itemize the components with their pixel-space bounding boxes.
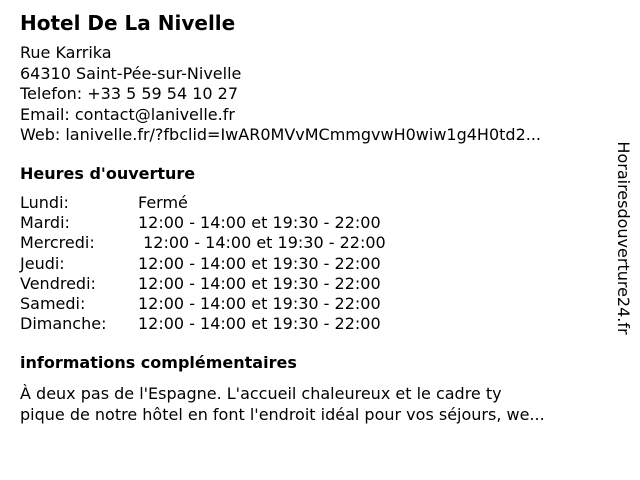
day-label: Samedi: <box>20 293 86 313</box>
hours-row-saturday <box>20 294 386 314</box>
website-url: Web: lanivelle.fr/?fbclid=IwAR0MVvMCmmgvwH0wiw1g4H0td2... <box>20 125 542 144</box>
city-address: 64310 Saint-Pée-sur-Nivelle <box>20 63 242 83</box>
day-label: Jeudi: <box>20 253 65 273</box>
day-label: Vendredi: <box>20 273 96 293</box>
hours-row-tuesday <box>20 213 386 233</box>
hours-row-thursday <box>20 254 386 274</box>
hours-row-friday <box>20 274 386 294</box>
description-line: À deux pas de l'Espagne. L'accueil chaleureux et le cadre ty <box>20 384 502 403</box>
phone-number: Telefon: +33 5 59 54 10 27 <box>20 84 239 103</box>
hotel-description <box>20 383 610 425</box>
opening-hours-heading: Heures d'ouverture <box>20 164 196 183</box>
hours-value: 12:00 - 14:00 et 19:30 - 22:00 <box>138 314 381 334</box>
day-label: Mardi: <box>20 213 70 233</box>
hours-row-wednesday <box>20 233 386 253</box>
opening-hours-table <box>20 193 386 334</box>
hours-row-sunday <box>20 314 386 334</box>
hours-value: Fermé <box>138 193 188 212</box>
hours-row-monday <box>20 193 386 213</box>
description-line: pique de notre hôtel en font l'endroit idéal pour vos séjours, we... <box>20 405 545 424</box>
hours-value: 12:00 - 14:00 et 19:30 - 22:00 <box>138 253 381 273</box>
hours-value: 12:00 - 14:00 et 19:30 - 22:00 <box>138 273 381 293</box>
additional-info-heading: informations complémentaires <box>20 353 297 372</box>
street-address: Rue Karrika <box>20 43 112 62</box>
contact-block <box>20 43 541 146</box>
email-address: Email: contact@lanivelle.fr <box>20 104 235 124</box>
hotel-name: Hotel De La Nivelle <box>20 11 236 35</box>
day-label: Mercredi: <box>20 233 95 253</box>
hours-value: 12:00 - 14:00 et 19:30 - 22:00 <box>138 233 386 253</box>
site-watermark: Horairesdouverture24.fr <box>614 141 633 335</box>
day-label: Lundi: <box>20 193 69 212</box>
hours-value: 12:00 - 14:00 et 19:30 - 22:00 <box>138 293 381 313</box>
hours-value: 12:00 - 14:00 et 19:30 - 22:00 <box>138 213 381 233</box>
day-label: Dimanche: <box>20 314 107 334</box>
